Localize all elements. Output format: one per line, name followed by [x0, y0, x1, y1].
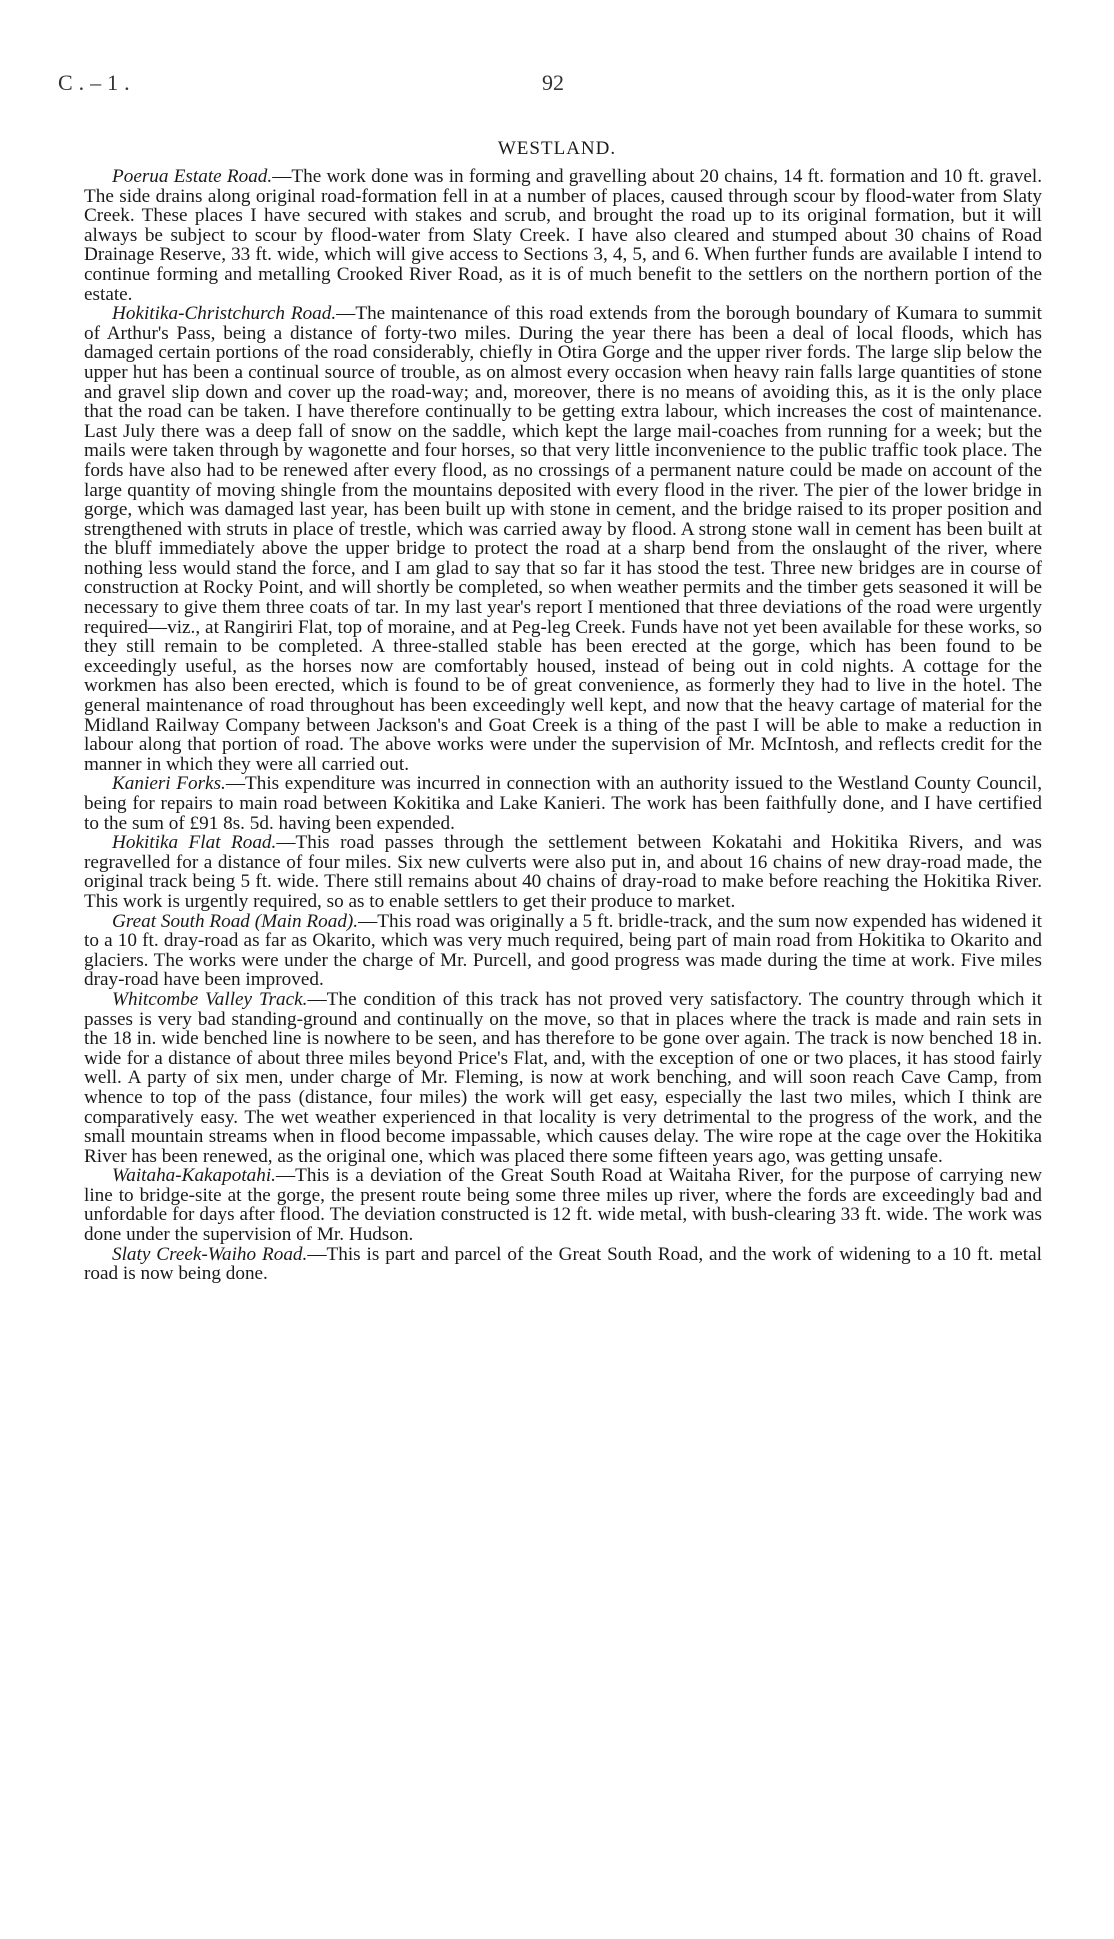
paragraph-text: —The condition of this track has not proved very satisfactory. The country through which it passes is very bad standing-ground and continually on the move, so that in places where the track is made and rain sets in the 18 in. wide benched line is nowhere to be seen, and has therefore to be gone over again. The track is now benched 18 in. wide for a distance of about three miles beyond Price's Flat, and, with the exception of one or two places, it has stood fairly well. A party of six men, under charge of Mr. Fleming, is now at work benching, and will soon reach Cave Camp, from whence to top of the pass (distance, four miles) the work will get easy, especially the last two miles, which I think are comparatively easy. The wet weather experienced in that locality is very detrimental to the progress of the work, and the small mountain streams when in flood become impassable, which causes delay. The wire rope at the cage over the Hokitika River has been renewed, as the original one, which was placed there some fifteen years ago, was getting unsafe. — [84, 988, 1042, 1167]
paragraph-heading: Poerua Estate Road. — [112, 166, 273, 187]
document-reference: C.–1. — [58, 70, 136, 95]
paragraph-waitaha-kakapotahi — [84, 1166, 1042, 1244]
paragraph-heading: Hokitika-Christchurch Road. — [112, 303, 337, 325]
paragraph-text: —This road was originally a 5 ft. bridle-track, and the sum now expended has widened it to a 10 ft. dray-road as far as Okarito, which was very much required, being part of main road from Hokitika to Okarito and glaciers. The works were under the charge of Mr. Purcell, and good progress was made during the time at work. Five miles dray-road have been improved. — [84, 910, 1043, 991]
paragraph-heading: Waitaha-Kakapotahi. — [112, 1165, 276, 1187]
paragraph-slaty-creek-waiho-road — [84, 1245, 1042, 1284]
section-title: WESTLAND. — [497, 138, 617, 159]
paragraph-text: —This road passes through the settlement between Kokatahi and Hokitika Rivers, and was regravelled for a distance of four miles. Six new culverts were also put in, and about 16 chains of new dray-road made, the original track being 5 ft. wide. There still remains about 40 chains of dray-road to make before reaching the Hokitika River. This work is urgently required, so as to enable settlers to get their produce to market. — [84, 832, 1042, 912]
page-number: 92 — [542, 70, 564, 95]
paragraph-heading: Slaty Creek-Waiho Road. — [112, 1243, 308, 1265]
paragraph-hokitika-christchurch-road — [84, 304, 1042, 774]
paragraph-great-south-road — [84, 912, 1042, 990]
paragraph-text: —This is a deviation of the Great South Road at Waitaha River, for the purpose of carrying new line to bridge-site at the gorge, the present route being some three miles up river, where the fords are exceedingly bad and unfordable for days after flood. The deviation constructed is 12 ft. wide metal, with bush-clearing 33 ft. wide. The work was done under the supervision of Mr. Hudson. — [84, 1165, 1042, 1246]
paragraph-heading: Kanieri Forks. — [112, 773, 226, 795]
paragraph-text: —This expenditure was incurred in connection with an authority issued to the Westland County Council, being for repairs to main road between Kokitika and Lake Kanieri. The work has been faithfully done, and I have certified to the sum of £91 8s. 5d. having been expended. — [84, 773, 1042, 834]
paragraph-heading: Great South Road (Main Road). — [112, 910, 359, 932]
paragraph-text: —The work done was in forming and gravelling about 20 chains, 14 ft. formation and 10 ft. gravel. The side drains along original road-formation fell in at a number of places, caused through scour by flood-water from Slaty Creek. These places I have secured with stakes and scrub, and brought the road up to its original formation, but it will always be subject to scour by flood-water from Slaty Creek. I have also cleared and stumped about 30 chains of Road Drainage Reserve, 33 ft. wide, which will give access to Sections 3, 4, 5, and 6. When further funds are available I intend to continue forming and metalling Crooked River Road, as it is of much benefit to the settlers on the northern portion of the estate. — [84, 166, 1042, 305]
document-body — [84, 167, 1042, 1817]
paragraph-poerua-estate-road — [84, 167, 1042, 304]
page-header — [58, 70, 578, 100]
paragraph-hokitika-flat-road — [84, 833, 1042, 911]
paragraph-heading: Whitcombe Valley Track. — [112, 988, 308, 1010]
paragraph-whitcombe-valley-track — [84, 990, 1042, 1166]
paragraph-heading: Hokitika Flat Road. — [112, 832, 277, 854]
paragraph-kanieri-forks — [84, 774, 1042, 833]
paragraph-text: —This is part and parcel of the Great South Road, and the work of widening to a 10 ft. metal road is now being done. — [84, 1243, 1042, 1285]
paragraph-text: —The maintenance of this road extends from the borough boundary of Kumara to summit of Arthur's Pass, being a distance of forty-two miles. During the year there has been a deal of local floods, which has damaged certain portions of the road considerably, chiefly in Otira Gorge and the upper river fords. The large slip below the upper hut has been a continual source of trouble, as on almost every occasion when heavy rain falls large quantities of stone and gravel slip down and cover up the road-way; and, moreover, there is no means of avoiding this, as it is the only place that the road can be taken. I have therefore continually to be getting extra labour, which increases the cost of maintenance. Last July there was a deep fall of snow on the saddle, which kept the large mail-coaches from running for a week; but the mails were taken through by wagonette and four horses, so that very little inconvenience to the public traffic took place. The fords have also had to be renewed after every flood, as no crossings of a permanent nature could be made on account of the large quantity of moving shingle from the mountains deposited with every flood in the river. The pier of the lower bridge in gorge, which was damaged last year, has been built up with stone in cement, and the bridge raised to its proper position and strengthened with struts in place of trestle, which was carried away by flood. A strong stone wall in cement has been built at the bluff immediately above the upper bridge to protect the road at a sharp bend from the onslaught of the river, where nothing less would stand the force, and I am glad to say that so far it has stood the test. Three new bridges are in course of construction at Rocky Point, and will shortly be completed, so when weather permits and the timber gets seasoned it will be necessary to give them three coats of tar. In my last year's report I mentioned that three deviations of the road were urgently required—viz., at Rangiriri Flat, top of moraine, and at Peg-leg Creek. Funds have not yet been available for these works, so they still remain to be completed. A three-stalled stable has been erected at the gorge, which has been found to be exceedingly useful, as the horses now are comfortably housed, instead of being out in cold nights. A cottage for the workmen has also been erected, which is found to be of great convenience, as formerly they had to live in the hotel. The general maintenance of road throughout has been exceedingly well kept, and now that the heavy cartage of material for the Midland Railway Company between Jackson's and Goat Creek is a thing of the past I will be able to make a reduction in labour along that portion of road. The above works were under the supervision of Mr. McIntosh, and reflects credit for the manner in which they were all carried out. — [84, 303, 1042, 775]
